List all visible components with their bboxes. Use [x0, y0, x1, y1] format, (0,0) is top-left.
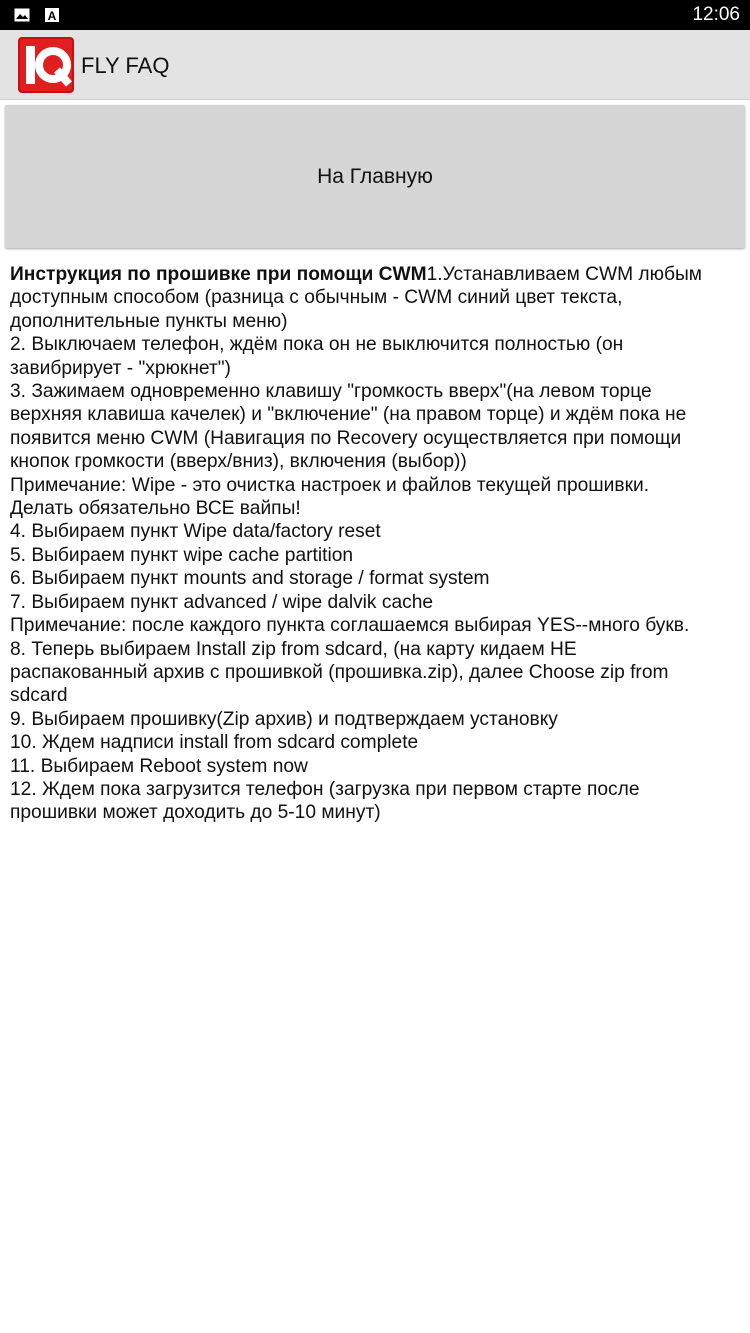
status-bar — [0, 0, 750, 30]
instructions-heading: Инструкция по прошивке при помощи CWM — [10, 264, 427, 285]
instruction-line: Делать обязательно ВСЕ вайпы! — [10, 498, 301, 520]
status-time: 12:06 — [692, 4, 740, 25]
instruction-line: sdcard — [10, 685, 68, 707]
instruction-line: доступным способом (разница с обычным - CWM синий цвет текста, — [10, 287, 623, 309]
instruction-line: кнопок громкости (вверх/вниз), включения (выбор)) — [10, 451, 467, 473]
instruction-line: 3. Зажимаем одновременно клавишу "громкость вверх"(на левом торце — [10, 381, 652, 403]
instruction-line: прошивки может доходить до 5-10 минут) — [10, 802, 381, 824]
home-button[interactable]: На Главную — [5, 105, 745, 248]
instruction-line-text: 1.Устанавливаем CWM любым — [426, 264, 702, 285]
instruction-line: 4. Выбираем пункт Wipe data/factory reset — [10, 521, 381, 543]
instruction-line — [10, 263, 740, 286]
instruction-line: 6. Выбираем пункт mounts and storage / format system — [10, 568, 490, 590]
instruction-line: 10. Ждем надписи install from sdcard complete — [10, 732, 419, 754]
app-title: FLY FAQ — [81, 53, 170, 78]
app-bar — [0, 30, 750, 100]
instruction-line: появится меню CWM (Навигация по Recovery осуществляется при помощи — [10, 427, 682, 449]
instruction-line: 8. Теперь выбираем Install zip from sdcard, (на карту кидаем НЕ — [10, 638, 577, 660]
text-notification-icon — [44, 7, 60, 23]
instruction-line: 11. Выбираем Reboot system now — [10, 755, 308, 777]
instructions-text — [10, 263, 740, 825]
image-notification-icon — [14, 7, 30, 23]
instruction-line: 9. Выбираем прошивку(Zip архив) и подтверждаем установку — [10, 708, 558, 730]
instruction-line: Примечание: Wipe - это очистка настроек и файлов текущей прошивки. — [10, 474, 650, 496]
instruction-line: завибрирует - "хрюкнет") — [10, 357, 231, 379]
instruction-line: 5. Выбираем пункт wipe cache partition — [10, 544, 354, 566]
instruction-line: распакованный архив с прошивкой (прошивка.zip), далее Choose zip from — [10, 661, 669, 683]
instruction-line: 2. Выключаем телефон, ждём пока он не выключится полностью (он — [10, 334, 624, 356]
instruction-line: верхняя клавиша качелек) и "включение" (на правом торце) и ждём пока не — [10, 404, 687, 426]
instruction-line: 12. Ждем пока загрузится телефон (загрузка при первом старте после — [10, 778, 640, 800]
app-logo-icon — [18, 37, 74, 93]
svg-text:A: A — [47, 9, 57, 23]
instruction-line: 7. Выбираем пункт advanced / wipe dalvik cache — [10, 591, 434, 613]
instruction-line: дополнительные пункты меню) — [10, 310, 288, 332]
instruction-line: Примечание: после каждого пункта соглашаемся выбирая YES--много букв. — [10, 615, 690, 637]
